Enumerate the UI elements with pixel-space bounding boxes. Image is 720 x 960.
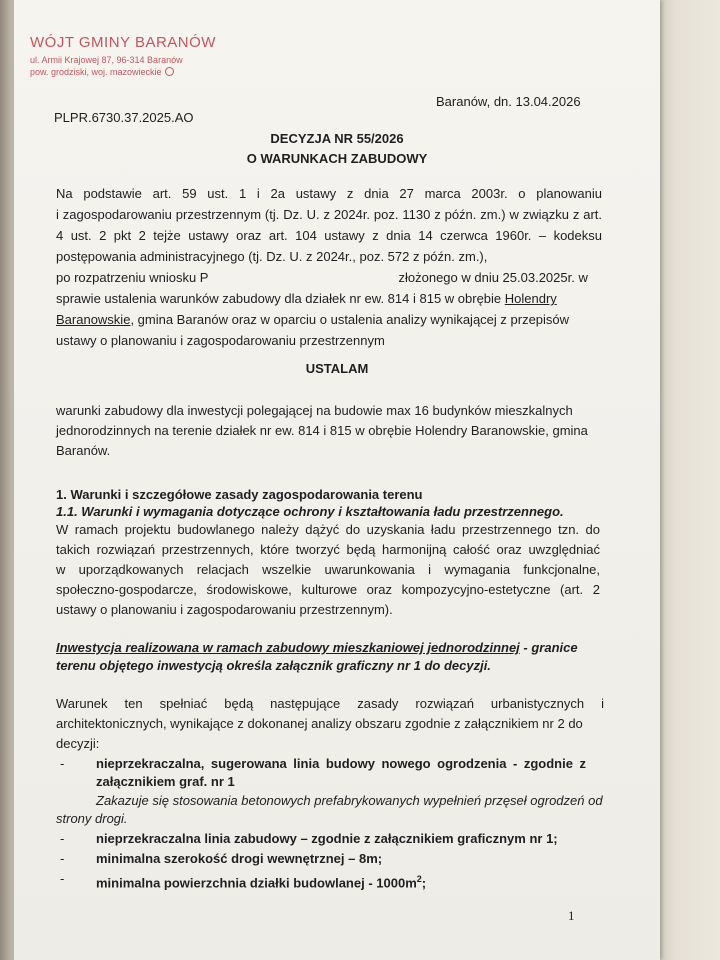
bullet-plot-area: minimalna powierzchnia działki budowlanej - $1000m^2$; [96, 874, 427, 891]
document-page [14, 0, 660, 960]
intro-line: sprawie ustalenia warunków zabudowy dla działek nr ew. 814 i 815 w obrębie Holendry [56, 291, 557, 306]
section-1-1-line: w uporządkowanych relacjach wszelkie uwarunkowania i wymagania funkcjonalne, [56, 562, 600, 577]
intro-line: 4 ust. 2 pkt 2 tejże ustawy oraz art. 104 ustawy z dnia 14 czerwca 1960r. – kodeksu [56, 228, 602, 243]
bullet-dash: - [60, 871, 65, 886]
case-reference: PLPR.6730.37.2025.AO [54, 110, 194, 125]
decision-subtitle: O WARUNKACH ZABUDOWY [246, 151, 428, 166]
bullet-dash: - [60, 831, 65, 846]
conditions-line: architektonicznych, wynikające z dokonanej analizy obszaru zgodnie z załącznikiem nr 2 do [56, 716, 583, 731]
office-stamp [30, 34, 216, 77]
section-1-1-line: ustawy o planowaniu i zagospodarowaniu przestrzennym). [56, 602, 393, 617]
intro-line: ustawy o planowaniu i zagospodarowaniu przestrzennym [56, 333, 385, 348]
page-number: 1 [568, 908, 575, 923]
intro-line: i zagospodarowaniu przestrzennym (tj. Dz. U. z 2024r. poz. 1130 z późn. zm.) w związku z art. [56, 207, 602, 222]
intro-line: Baranowskie, gmina Baranów oraz w oparciu o ustalenia analizy wynikającej z przepisów [56, 312, 570, 327]
bullet-dash: - [60, 756, 65, 771]
investment-line: terenu objętego inwestycją określa załącznik graficzny nr 1 do decyzji. [56, 658, 491, 673]
section-1-1-line: W ramach projektu budowlanego należy dążyć do uzyskania ładu przestrzennego tzn. do [56, 522, 600, 537]
bullet-fence-line: załącznikiem graf. nr 1 [96, 774, 235, 789]
scope-line: Baranów. [56, 443, 111, 458]
place-date: Baranów, dn. 13.04.2026 [436, 94, 581, 109]
circle-mark-icon [165, 67, 174, 76]
stamp-address: ul. Armii Krajowej 87, 96-314 Baranów [30, 55, 183, 65]
bullet-road-width: minimalna szerokość drogi wewnętrznej – 8m; [96, 851, 383, 866]
decision-title: DECYZJA NR 55/2026 [270, 131, 404, 146]
scope-line: jednorodzinnych na terenie działek nr ew. 814 i 815 w obrębie Holendry Baranowskie, gmina [56, 423, 588, 438]
scope-line: warunki zabudowy dla inwestycji polegającej na budowie max 16 budynków mieszkalnych [56, 403, 573, 418]
ustalam-heading: USTALAM [305, 361, 369, 376]
fence-note: strony drogi. [56, 811, 128, 826]
section-1-1-line: społeczno-gospodarcze, środowiskowe, kulturowe oraz kompozycyjno-estetyczne (art. 2 [56, 582, 600, 597]
conditions-line: decyzji: [56, 736, 100, 751]
stamp-title: WÓJT GMINY BARANÓW [30, 34, 216, 51]
section-1-heading: 1. Warunki i szczegółowe zasady zagospodarowania terenu [56, 487, 423, 502]
stamp-region: pow. grodziski, woj. mazowieckie [30, 67, 216, 77]
bullet-fence-line: nieprzekraczalna, sugerowana linia budowy nowego ogrodzenia - zgodnie z [96, 756, 586, 771]
conditions-line: Warunek ten spełniać będą następujące zasady rozwiązań urbanistycznych i [56, 696, 604, 711]
intro-line-applicant: po rozpatrzeniu wniosku P złożonego w dniu 25.03.2025r. w [56, 270, 588, 285]
section-1-1-line: takich rozwiązań przestrzennych, które tworzyć będą harmonijną całość oraz uwzględniać [56, 542, 600, 557]
fence-note: Zakazuje się stosowania betonowych prefabrykowanych wypełnień przęseł ogrodzeń od [96, 793, 603, 808]
section-1-1-heading: 1.1. Warunki i wymagania dotyczące ochrony i kształtowania ładu przestrzennego. [56, 504, 564, 519]
intro-line: Na podstawie art. 59 ust. 1 i 2a ustawy z dnia 27 marca 2003r. o planowaniu [56, 186, 602, 201]
bullet-building-line: nieprzekraczalna linia zabudowy – zgodnie z załącznikiem graficznym nr 1; [96, 831, 558, 846]
intro-line: postępowania administracyjnego (tj. Dz. U. z 2024r., poz. 572 z późn. zm.), [56, 249, 488, 264]
bullet-dash: - [60, 851, 65, 866]
investment-line: Inwestycja realizowana w ramach zabudowy mieszkaniowej jednorodzinnej - granice [56, 640, 578, 655]
